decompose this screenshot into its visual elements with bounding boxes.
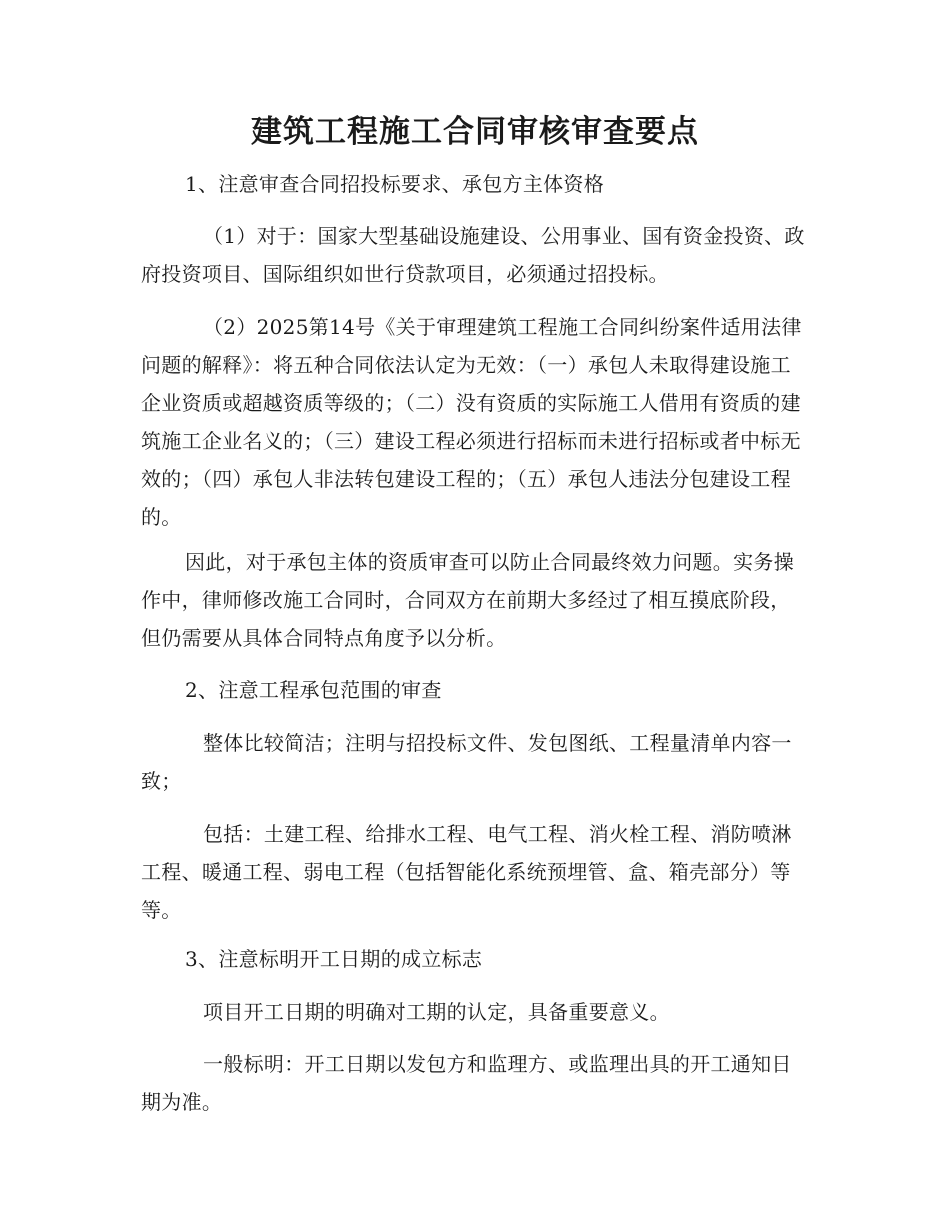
- section-heading-3: 3、注意标明开工日期的成立标志: [185, 947, 483, 971]
- paragraph-start-date-mark: 一般标明：开工日期以发包方和监理方、或监理出具的开工通知日期为准。: [141, 1052, 792, 1114]
- paragraph-scope-list: 包括：土建工程、给排水工程、电气工程、消火栓工程、消防喷淋工程、暖通工程、弱电工程（包括智能化系统预埋管、盒、箱壳部分）等等。: [141, 822, 792, 922]
- paragraph-start-date: 项目开工日期的明确对工期的认定，具备重要意义。: [203, 1000, 670, 1024]
- paragraph-scope-summary: 整体比较简洁；注明与招投标文件、发包图纸、工程量清单内容一致；: [141, 731, 792, 793]
- paragraph-item-1: （1）对于：国家大型基础设施建设、公用事业、国有资金投资、政府投资项目、国际组织如世行贷款项目，必须通过招投标。: [141, 224, 805, 286]
- document-title: 建筑工程施工合同审核审查要点: [251, 114, 699, 150]
- paragraph-conclusion: 因此，对于承包主体的资质审查可以防止合同最终效力问题。实务操作中，律师修改施工合同时，合同双方在前期大多经过了相互摸底阶段，但仍需要从具体合同特点角度予以分析。: [141, 550, 794, 650]
- paragraph-item-2: （2）2025第14号《关于审理建筑工程施工合同纠纷案件适用法律问题的解释》：将五种合同依法认定为无效：（一）承包人未取得建设施工企业资质或超越资质等级的；（二）没有资质的实际施工人借用有资质的建筑施工企业名义的；（三）建设工程必须进行招标而未进行招标或者中标无效的；（四）承包人非法转包建设工程的；（五）承包人违法分包建设工程的。: [141, 315, 802, 529]
- section-heading-2: 2、注意工程承包范围的审查: [185, 678, 442, 702]
- section-heading-1: 1、注意审查合同招投标要求、承包方主体资格: [185, 172, 605, 196]
